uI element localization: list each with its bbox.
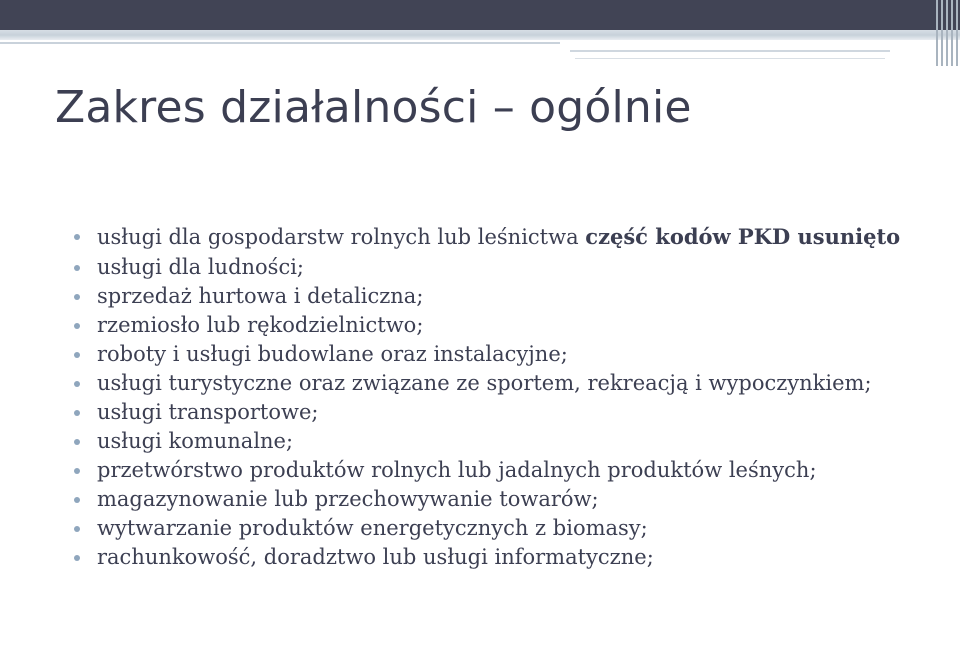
list-item-text: usługi dla gospodarstw rolnych lub leśnictwa — [97, 225, 586, 249]
bullet-icon — [74, 468, 80, 474]
list-item-text: usługi komunalne; — [97, 429, 294, 453]
bullet-icon — [74, 294, 80, 300]
list-item — [70, 255, 930, 280]
bullet-icon — [74, 352, 80, 358]
list-item — [70, 516, 930, 541]
list-item — [70, 284, 930, 309]
list-item-text: magazynowanie lub przechowywanie towarów; — [97, 487, 599, 511]
list-item — [70, 224, 930, 250]
list-item — [70, 371, 930, 396]
list-item-text: sprzedaż hurtowa i detaliczna; — [97, 284, 424, 308]
bullet-icon — [74, 555, 80, 561]
list-item — [70, 313, 930, 338]
list-item-text: usługi dla ludności; — [97, 255, 305, 279]
bullet-icon — [74, 526, 80, 532]
decorative-line — [0, 42, 560, 44]
list-item — [70, 400, 930, 425]
bullet-icon — [74, 265, 80, 271]
header-right-bars — [934, 0, 960, 66]
bullet-icon — [74, 439, 80, 445]
bullet-icon — [74, 323, 80, 329]
list-item-text: usługi transportowe; — [97, 400, 319, 424]
bullet-icon — [74, 410, 80, 416]
list-item — [70, 342, 930, 367]
list-item-text: przetwórstwo produktów rolnych lub jadalnych produktów leśnych; — [97, 458, 817, 482]
list-item — [70, 545, 930, 570]
list-item-text: rzemiosło lub rękodzielnictwo; — [97, 313, 424, 337]
list-item — [70, 458, 930, 483]
decorative-line — [575, 58, 885, 59]
decorative-line — [570, 50, 890, 52]
slide-title: Zakres działalności – ogólnie — [55, 82, 692, 133]
bullet-icon — [74, 497, 80, 503]
list-item-text: usługi turystyczne oraz związane ze sportem, rekreacją i wypoczynkiem; — [97, 371, 872, 395]
bullet-icon — [74, 234, 80, 240]
bullet-list — [70, 224, 930, 574]
bullet-icon — [74, 381, 80, 387]
list-item-text: wytwarzanie produktów energetycznych z biomasy; — [97, 516, 648, 540]
list-item-bold-text: część kodów PKD usunięto — [585, 224, 901, 249]
list-item-text: rachunkowość, doradztwo lub usługi informatyczne; — [97, 545, 654, 569]
header-band — [0, 0, 960, 30]
list-item — [70, 487, 930, 512]
list-item — [70, 429, 930, 454]
header-accent-stripe — [0, 30, 960, 40]
list-item-text: roboty i usługi budowlane oraz instalacyjne; — [97, 342, 568, 366]
